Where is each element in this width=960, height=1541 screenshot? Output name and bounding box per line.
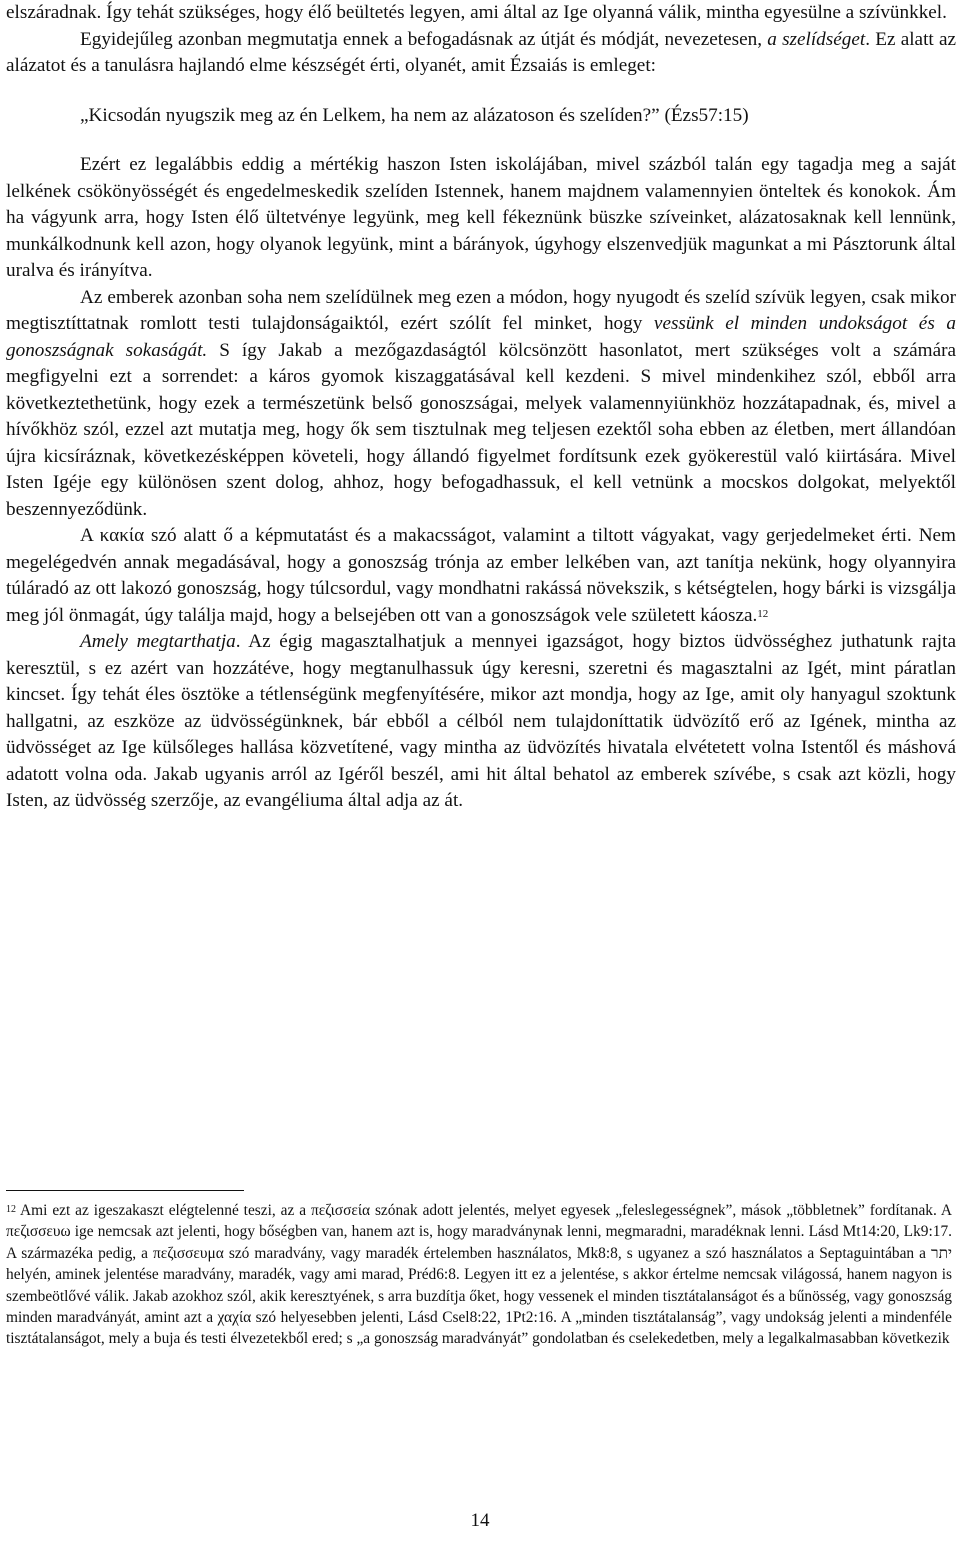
paragraph-1: elszáradnak. Így tehát szükséges, hogy élő beültetés legyen, ami által az Ige olyanná válik, mintha egyesülne a szívünkkel. [6,2,947,23]
paragraph-2-emphasis: a szelídséget [767,28,866,50]
paragraph-2 [6,27,956,80]
document-page [6,0,956,1541]
paragraph-2-start: Egyidejűleg azonban megmutatja ennek a befogadásnak az útját és módját, nevezetesen, [80,28,768,50]
paragraph-5 [6,523,956,629]
paragraph-6-emphasis: Amely megtarthatja [80,631,236,652]
spacer [6,80,956,103]
footnote [6,1200,952,1350]
paragraph-4-end: S így Jakab a mezőgazdaságtól kölcsönzött hasonlatot, mert szükséges volt a számára megfigyelni ezt a sorrendet: a káros gyomok kiszaggatásával kell kezdeni. S mivel mindenkihez szól, ebből arra következtethetünk, hogy ezek a természetünk belső gonoszságai, melyek valamennyiünkhöz hozzátapadnak, és, mivel a hívőkhöz szól, ezzel azt mutatja meg, hogy ők sem tisztulnak meg teljesen ezektől soha ebben az életben, mert állandóan újra kicsíráznak, következésképpen követeli, hogy állandó figyelmet fordítsunk ezek gyökerestül való kiirtására. Mivel Isten Igéje egy különösen szent dolog, ahhoz, hogy befogadhassuk, el kell vetnünk a mocskos dolgokat, melyektől beszennyeződünk. [6,339,956,520]
footnote-text: Ami ezt az igeszakaszt elégtelenné teszi, az a πεζισσεία szónak adott jelentés, melyet egyesek „feleslegességnek”, mások „többletnek” fordítanak. A πεζισσευω ige nemcsak azt jelenti, hogy bőségben van, hanem azt is, hogy maradványnak lenni, megmaradni, maradéknak lenni. Lásd Mt14:20, Lk9:17. A származéka pedig, a πεζισσευμα szó maradvány, vagy maradék értelemben használatos, Mk8:8, s ugyanez a szó használatos a Septaguintában a יתר helyén, aminek jelentése maradvány, maradék, vagy ami marad, Préd6:8. Legyen itt ez a jelentése, s akkor értelme nemcsak világossá, hanem nagyon is szembeötlővé válik. Jakab azokhoz szól, akik keresztyének, s arra buzdítja őket, hogy vessenek el minden tisztátalanságot és a bűnösség, vagy gonoszság minden maradványát, amint azt a χαχία szó helyesebben jelenti, Lásd Csel8:22, 1Pt2:16. A „minden tisztátalanság”, vagy undokság jelenti a mindenféle tisztátalanságot, mely a buja és testi élvezetekből ered; s „a gonoszság maradványát” gondolatban és cselekedetben, mely a legalkalmasabban következik [6,1202,952,1348]
paragraph-2-end: . Ez alatt az alázatot és a tanulásra hajlandó elme készségét érti, olyanét, amit Ézsaiás is emleget: [6,28,957,76]
paragraph-4-start: Az emberek azonban soha nem szelídülnek meg ezen a módon, hogy nyugodt és szelíd szívük legyen, csak mikor megtisztíttatnak romlott testi tulajdonságaiktól, ezért szólít fel minket, hogy [6,286,956,334]
footnote-reference[interactable]: 12 [757,607,769,620]
main-text [6,0,956,815]
scripture-quote: „Kicsodán nyugszik meg az én Lelkem, ha nem az alázatoson és szelíden?” (Ézs57:15) [80,104,749,126]
spacer [6,129,956,152]
footnote-number: 12 [6,1204,16,1215]
paragraph-5-text: A κακία szó alatt ő a képmutatást és a makacsságot, valamint a tiltott vágyakat, vagy gerjedelmeket érti. Nem megelégedvén annak megadásával, hogy a gonoszság trónja az ember lelkében van, azt tanítja nekünk, hogy olyannyira túláradó az ott lakozó gonoszság, hogy túlcsordul, vagy mondhatni rakássá növekszik, s kétségtelen, hogy bárki is vizsgálja meg jól önmagát, úgy találja majd, hogy a belsejében ott van a gonoszságok vele született káosza. [6,525,956,626]
page-number: 14 [470,1510,490,1531]
paragraph-6-text: . Az égig magasztalhatjuk a mennyei igazságot, hogy biztos üdvösséghez juthatunk rajta keresztül, s ez azért van hozzátéve, hogy megtanulhassuk úgy keresni, szeretni és magasztalni az Igét, mint páratlan kincset. Így tehát éles ösztöke a tétlenségünk megfenyítésére, mikor azt mondja, hogy az Ige, amit oly hanyagul szoktunk hallgatni, az eszköze az üdvösségünknek, bár ebből a célból nem tulajdoníttatik üdvözítő erő az Igének, mintha az üdvösséget az Ige külsőleges hallása közvetítené, vagy mintha az üdvözítés hivatala elvétetett volna Istentől és máshová adatott volna oda. Jakab ugyanis arról az Igéről beszél, ami hit által behatol az emberek szívébe, s csak azt közli, hogy Isten, az üdvösség szerzője, az evangéliuma által adja az át. [6,631,956,811]
paragraph-4 [6,285,956,524]
paragraph-3: Ezért ez legalábbis eddig a mértékig haszon Isten iskolájában, mivel százból talán egy tagadja meg a saját lelkének csökönyösségét és engedelmeskedik szelíden Istennek, hanem majdnem valamennyien önteltek és konokok. Ám ha vágyunk arra, hogy Isten élő ültetvénye legyünk, meg kell fékeznünk büszke szíveinket, alázatosaknak kell lennünk, munkálkodnunk kell azon, hogy olyanok legyünk, mint a bárányok, úgyhogy elszenvedjük magunkat a mi Pásztorunk által uralva és irányítva. [6,154,956,281]
paragraph-4-emphasis: vessünk el minden undokságot és a gonoszságnak sokaságát. [6,313,956,361]
footnote-separator [6,1190,244,1191]
paragraph-6 [6,629,956,815]
